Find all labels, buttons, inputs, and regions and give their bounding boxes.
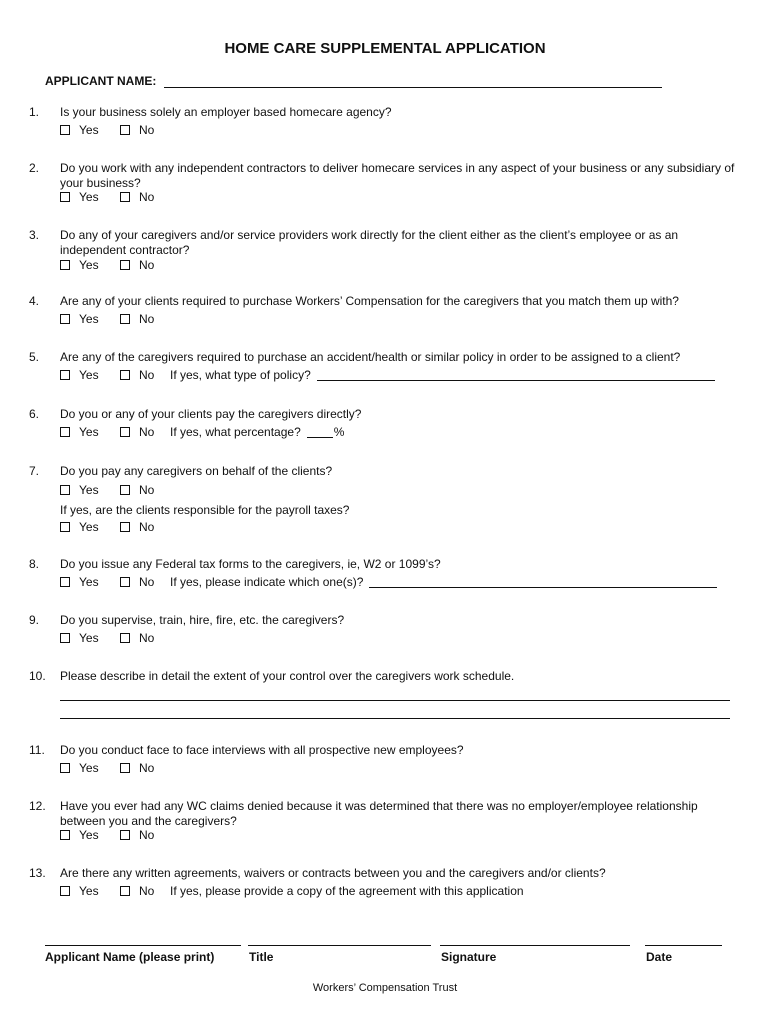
question-13-followup-label: If yes, please provide a copy of the agreement with this application: [170, 884, 524, 898]
question-4-text: Are any of your clients required to purchase Workers’ Compensation for the caregivers that you match them up with?: [60, 294, 679, 308]
question-4-no-checkbox[interactable]: [120, 314, 130, 324]
question-13-text: Are there any written agreements, waivers or contracts between you and the caregivers and/or clients?: [60, 866, 606, 880]
question-6-number: 6.: [29, 407, 40, 421]
question-6-followup-label: If yes, what percentage?: [170, 425, 301, 439]
question-8-no-checkbox[interactable]: [120, 577, 130, 587]
question-8-followup-label: If yes, please indicate which one(s)?: [170, 575, 364, 589]
question-9-yes-checkbox[interactable]: [60, 633, 70, 643]
no-label: No: [139, 258, 155, 272]
applicant-name-print-field[interactable]: [45, 945, 241, 946]
question-4-options: [60, 312, 170, 326]
question-8-options: [60, 575, 717, 589]
question-10-text: Please describe in detail the extent of your control over the caregivers work schedule.: [60, 669, 515, 683]
question-3-options: [60, 258, 170, 272]
yes-label: Yes: [79, 190, 99, 204]
question-1-options: [60, 123, 170, 137]
question-3-number: 3.: [29, 228, 40, 242]
date-field[interactable]: [645, 945, 722, 946]
question-5-text: Are any of the caregivers required to purchase an accident/health or similar policy in order to be assigned to a client?: [60, 350, 681, 364]
question-7-subquestion: If yes, are the clients responsible for the payroll taxes?: [60, 503, 350, 517]
question-8-text: Do you issue any Federal tax forms to the caregivers, ie, W2 or 1099’s?: [60, 557, 441, 571]
question-11-no-checkbox[interactable]: [120, 763, 130, 773]
no-label: No: [139, 368, 155, 382]
no-label: No: [139, 575, 155, 589]
no-label: No: [139, 884, 155, 898]
question-6-percentage-field[interactable]: [307, 426, 333, 438]
question-9-text: Do you supervise, train, hire, fire, etc. the caregivers?: [60, 613, 345, 627]
title-field[interactable]: [248, 945, 431, 946]
yes-label: Yes: [79, 483, 99, 497]
question-11-yes-checkbox[interactable]: [60, 763, 70, 773]
applicant-name-label: APPLICANT NAME:: [45, 74, 157, 88]
question-13-yes-checkbox[interactable]: [60, 886, 70, 896]
question-6-text: Do you or any of your clients pay the caregivers directly?: [60, 407, 362, 421]
question-6-yes-checkbox[interactable]: [60, 427, 70, 437]
question-4-yes-checkbox[interactable]: [60, 314, 70, 324]
question-8-number: 8.: [29, 557, 40, 571]
no-label: No: [139, 312, 155, 326]
question-4-number: 4.: [29, 294, 40, 308]
question-5-yes-checkbox[interactable]: [60, 370, 70, 380]
applicant-name-field[interactable]: [164, 87, 662, 88]
question-2-no-checkbox[interactable]: [120, 192, 130, 202]
yes-label: Yes: [79, 631, 99, 645]
question-7-sub-yes-checkbox[interactable]: [60, 522, 70, 532]
no-label: No: [139, 828, 155, 842]
title-label: Title: [249, 950, 274, 964]
signature-field[interactable]: [440, 945, 630, 946]
yes-label: Yes: [79, 828, 99, 842]
question-12-no-checkbox[interactable]: [120, 830, 130, 840]
question-7-sub-no-checkbox[interactable]: [120, 522, 130, 532]
question-7-yes-checkbox[interactable]: [60, 485, 70, 495]
yes-label: Yes: [79, 425, 99, 439]
question-2-number: 2.: [29, 161, 40, 175]
no-label: No: [139, 425, 155, 439]
percent-sign: %: [333, 425, 345, 439]
question-10-answer-line-1[interactable]: [60, 700, 730, 701]
question-13-number: 13.: [29, 866, 46, 880]
question-9-number: 9.: [29, 613, 40, 627]
question-5-no-checkbox[interactable]: [120, 370, 130, 380]
no-label: No: [139, 123, 155, 137]
yes-label: Yes: [79, 761, 99, 775]
question-13-options: [60, 884, 524, 898]
question-1-no-checkbox[interactable]: [120, 125, 130, 135]
question-2-yes-checkbox[interactable]: [60, 192, 70, 202]
question-9-options: [60, 631, 170, 645]
yes-label: Yes: [79, 884, 99, 898]
question-11-text: Do you conduct face to face interviews with all prospective new employees?: [60, 743, 464, 757]
question-5-options: [60, 368, 715, 382]
question-9-no-checkbox[interactable]: [120, 633, 130, 643]
question-6-options: [60, 425, 344, 439]
question-7-sub-options: [60, 520, 170, 534]
question-12-options: [60, 828, 170, 842]
question-3-no-checkbox[interactable]: [120, 260, 130, 270]
yes-label: Yes: [79, 312, 99, 326]
date-label: Date: [646, 950, 673, 964]
question-5-number: 5.: [29, 350, 40, 364]
question-1-yes-checkbox[interactable]: [60, 125, 70, 135]
question-7-options: [60, 483, 170, 497]
question-7-text: Do you pay any caregivers on behalf of the clients?: [60, 464, 333, 478]
question-2-text: Do you work with any independent contractors to deliver homecare services in any aspect of your business or any subsidiary of your business?: [60, 161, 735, 190]
question-3-yes-checkbox[interactable]: [60, 260, 70, 270]
no-label: No: [139, 761, 155, 775]
question-1-text: Is your business solely an employer based homecare agency?: [60, 105, 392, 119]
no-label: No: [139, 631, 155, 645]
question-1-number: 1.: [29, 105, 40, 119]
yes-label: Yes: [79, 368, 99, 382]
question-2-options: [60, 190, 170, 204]
yes-label: Yes: [79, 258, 99, 272]
yes-label: Yes: [79, 575, 99, 589]
form-title: HOME CARE SUPPLEMENTAL APPLICATION: [224, 40, 546, 57]
applicant-name-print-label: Applicant Name (please print): [45, 950, 215, 964]
question-8-yes-checkbox[interactable]: [60, 577, 70, 587]
question-7-no-checkbox[interactable]: [120, 485, 130, 495]
question-12-number: 12.: [29, 799, 46, 813]
question-6-no-checkbox[interactable]: [120, 427, 130, 437]
signature-label: Signature: [441, 950, 497, 964]
question-5-policy-type-field[interactable]: [317, 369, 715, 381]
question-10-number: 10.: [29, 669, 46, 683]
no-label: No: [139, 520, 155, 534]
no-label: No: [139, 190, 155, 204]
question-11-number: 11.: [29, 743, 45, 757]
yes-label: Yes: [79, 123, 99, 137]
question-12-yes-checkbox[interactable]: [60, 830, 70, 840]
question-5-followup-label: If yes, what type of policy?: [170, 368, 311, 382]
question-10-answer-line-2[interactable]: [60, 718, 730, 719]
question-3-text: Do any of your caregivers and/or service providers work directly for the client either as the client’s employee or as an independent contractor?: [60, 228, 679, 257]
yes-label: Yes: [79, 520, 99, 534]
footer-organization: Workers’ Compensation Trust: [312, 982, 458, 994]
question-8-tax-forms-field[interactable]: [369, 576, 717, 588]
question-7-number: 7.: [29, 464, 40, 478]
question-12-text: Have you ever had any WC claims denied because it was determined that there was no employer/employee relationship between you and the caregivers?: [60, 799, 698, 828]
question-11-options: [60, 761, 170, 775]
no-label: No: [139, 483, 155, 497]
question-13-no-checkbox[interactable]: [120, 886, 130, 896]
